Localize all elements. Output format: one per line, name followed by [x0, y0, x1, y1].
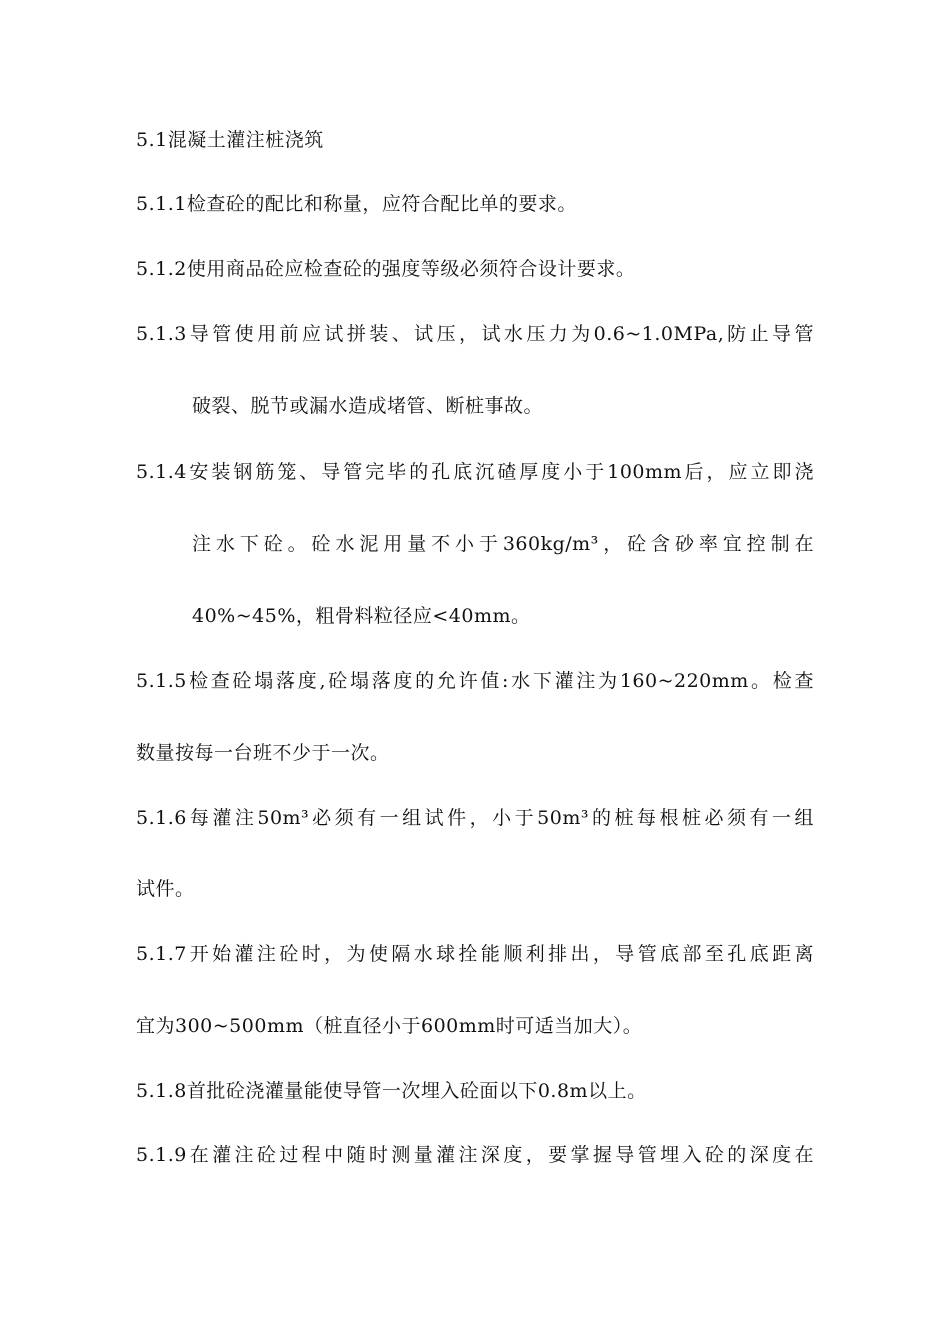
section-heading: 5.1混凝土灌注桩浇筑 [136, 129, 324, 151]
clause-5-1-4-cont-1: 注水下砼。砼水泥用量不小于360kg/m³，砼含砂率宜控制在 [192, 533, 814, 555]
clause-5-1-3-cont: 破裂、脱节或漏水造成堵管、断桩事故。 [192, 395, 544, 417]
clause-5-1-9: 5.1.9在灌注砼过程中随时测量灌注深度，要掌握导管埋入砼的深度在 [136, 1144, 814, 1166]
clause-5-1-2: 5.1.2使用商品砼应检查砼的强度等级必须符合设计要求。 [136, 258, 636, 280]
clause-5-1-3: 5.1.3导管使用前应试拼装、试压，试水压力为0.6~1.0MPa,防止导管 [136, 323, 814, 345]
clause-5-1-6: 5.1.6每灌注50m³必须有一组试件，小于50m³的桩每根桩必须有一组 [136, 807, 814, 829]
clause-5-1-4: 5.1.4安装钢筋笼、导管完毕的孔底沉碴厚度小于100mm后，应立即浇 [136, 461, 814, 483]
clause-5-1-1: 5.1.1检查砼的配比和称量，应符合配比单的要求。 [136, 193, 577, 215]
clause-5-1-7-cont: 宜为300~500mm（桩直径小于600mm时可适当加大）。 [136, 1015, 643, 1037]
clause-5-1-5-cont: 数量按每一台班不少于一次。 [136, 742, 390, 764]
clause-5-1-6-cont: 试件。 [136, 878, 195, 900]
clause-5-1-7: 5.1.7开始灌注砼时，为使隔水球拴能顺利排出，导管底部至孔底距离 [136, 943, 814, 965]
clause-5-1-8: 5.1.8首批砼浇灌量能使导管一次埋入砼面以下0.8m以上。 [136, 1080, 647, 1102]
clause-5-1-4-cont-2: 40%~45%，粗骨料粒径应<40mm。 [192, 605, 531, 627]
clause-5-1-5: 5.1.5检查砼塌落度,砼塌落度的允许值:水下灌注为160~220mm。检查 [136, 670, 814, 692]
